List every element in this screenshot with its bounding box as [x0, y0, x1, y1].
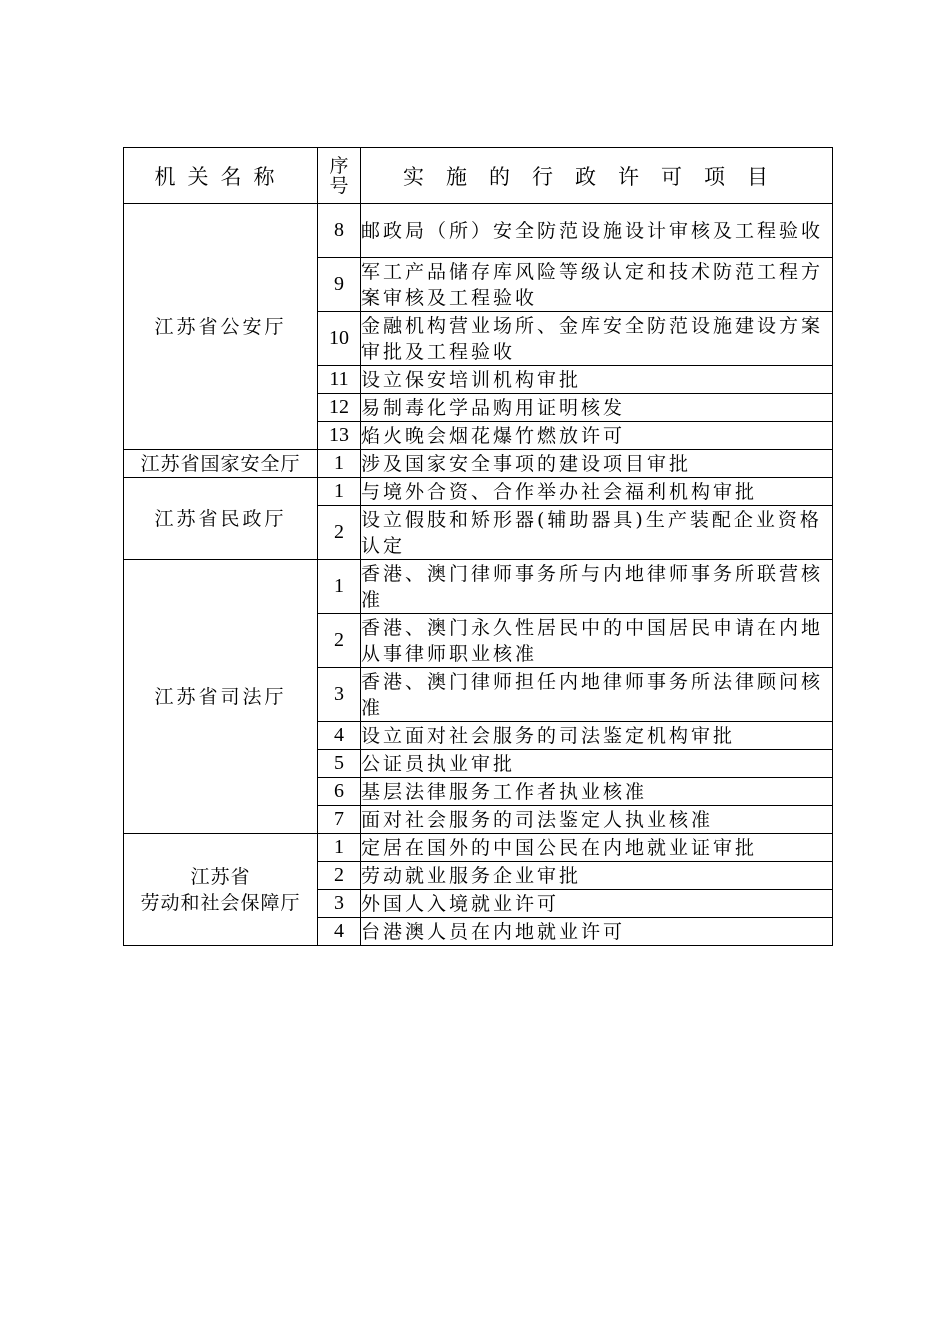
- row-num: 8: [318, 204, 361, 258]
- row-item: 金融机构营业场所、金库安全防范设施建设方案审批及工程验收: [361, 312, 833, 366]
- row-item: 与境外合资、合作举办社会福利机构审批: [361, 478, 833, 506]
- table-row: [124, 478, 833, 506]
- row-item: 公证员执业审批: [361, 750, 833, 778]
- org-name: 江苏省国家安全厅: [124, 450, 318, 478]
- row-item: 邮政局（所）安全防范设施设计审核及工程验收: [361, 204, 833, 258]
- header-num-top: 序: [329, 154, 349, 177]
- row-num: 3: [318, 890, 361, 918]
- row-num: 10: [318, 312, 361, 366]
- org-name-line2: 劳动和社会保障厅: [140, 891, 301, 914]
- row-item: 劳动就业服务企业审批: [361, 862, 833, 890]
- table-row: [124, 834, 833, 862]
- row-num: 11: [318, 366, 361, 394]
- table-row: [124, 204, 833, 258]
- header-row: [124, 148, 833, 204]
- row-item: 香港、澳门永久性居民中的中国居民申请在内地从事律师职业核准: [361, 614, 833, 668]
- header-org: 机关名称: [124, 148, 318, 204]
- org-name-line1: 江苏省: [190, 865, 251, 888]
- row-num: 2: [318, 614, 361, 668]
- table-row: [124, 450, 833, 478]
- row-num: 1: [318, 478, 361, 506]
- row-num: 1: [318, 560, 361, 614]
- row-item: 易制毒化学品购用证明核发: [361, 394, 833, 422]
- row-num: 9: [318, 258, 361, 312]
- row-num: 3: [318, 668, 361, 722]
- row-item: 设立假肢和矫形器(辅助器具)生产装配企业资格认定: [361, 506, 833, 560]
- row-item: 设立保安培训机构审批: [361, 366, 833, 394]
- row-num: 6: [318, 778, 361, 806]
- org-name: 江苏省民政厅: [124, 478, 318, 560]
- row-num: 12: [318, 394, 361, 422]
- row-num: 13: [318, 422, 361, 450]
- header-num-bottom: 号: [329, 174, 349, 197]
- row-item: 焰火晚会烟花爆竹燃放许可: [361, 422, 833, 450]
- row-num: 4: [318, 722, 361, 750]
- org-name: [124, 834, 318, 946]
- row-item: 外国人入境就业许可: [361, 890, 833, 918]
- row-item: 香港、澳门律师事务所与内地律师事务所联营核准: [361, 560, 833, 614]
- row-item: 军工产品储存库风险等级认定和技术防范工程方案审核及工程验收: [361, 258, 833, 312]
- row-item: 涉及国家安全事项的建设项目审批: [361, 450, 833, 478]
- row-item: 面对社会服务的司法鉴定人执业核准: [361, 806, 833, 834]
- row-item: 香港、澳门律师担任内地律师事务所法律顾问核准: [361, 668, 833, 722]
- row-num: 2: [318, 506, 361, 560]
- row-item: 台港澳人员在内地就业许可: [361, 918, 833, 946]
- org-name: 江苏省司法厅: [124, 560, 318, 834]
- row-num: 1: [318, 450, 361, 478]
- row-item: 基层法律服务工作者执业核准: [361, 778, 833, 806]
- row-num: 2: [318, 862, 361, 890]
- row-num: 1: [318, 834, 361, 862]
- row-num: 5: [318, 750, 361, 778]
- permit-table: [123, 147, 833, 946]
- header-num: [318, 148, 361, 204]
- row-item: 定居在国外的中国公民在内地就业证审批: [361, 834, 833, 862]
- row-item: 设立面对社会服务的司法鉴定机构审批: [361, 722, 833, 750]
- table-row: [124, 560, 833, 614]
- row-num: 7: [318, 806, 361, 834]
- org-name: 江苏省公安厅: [124, 204, 318, 450]
- row-num: 4: [318, 918, 361, 946]
- header-item: 实施的行政许可项目: [361, 148, 833, 204]
